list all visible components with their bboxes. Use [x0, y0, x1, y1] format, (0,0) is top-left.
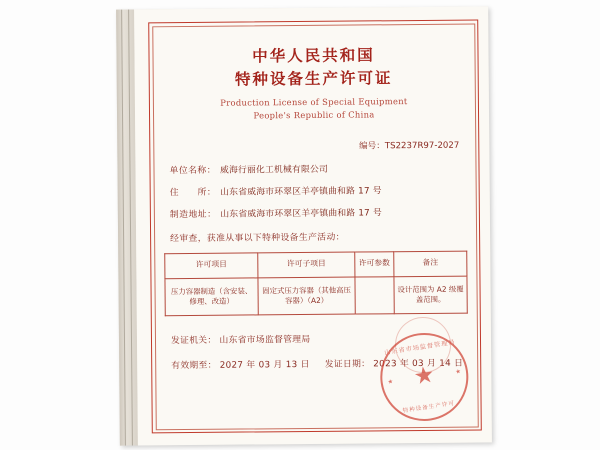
- title-chinese-line-1: 中华人民共和国: [252, 45, 375, 66]
- table-cell-subitem: 固定式压力容器（其他高压容器）（A2）: [258, 277, 355, 315]
- table-header-parameter: 许可参数: [355, 251, 394, 276]
- license-scope-table: [164, 250, 468, 316]
- seal-bottom-text: 特种设备生产许可: [402, 400, 456, 415]
- field-value-address: 山东省威海市环翠区羊亭镇曲和路 17 号: [220, 185, 382, 198]
- seal-star-icon: ★: [412, 361, 437, 391]
- title-chinese-line-2: 特种设备生产许可证: [234, 68, 393, 89]
- validity-value: 2027 年 03 月 13 日: [219, 359, 310, 371]
- field-label-company: 单位名称：: [169, 165, 217, 176]
- table-cell-remark: 设计范围为 A2 级覆盖范围。: [394, 276, 467, 314]
- issuer-value: 山东省市场监督管理局: [219, 334, 311, 346]
- binding-line: [128, 10, 133, 446]
- seal-right-star-icon: ★: [455, 368, 462, 376]
- title-english-line-1: Production License of Special Equipment: [220, 95, 408, 108]
- title-english-line-2: People's Republic of China: [253, 108, 375, 120]
- field-row-address: [170, 182, 466, 198]
- table-header-row: [165, 251, 467, 279]
- field-row-manufacture-address: [170, 204, 466, 220]
- table-header-remark: 备注: [394, 251, 467, 277]
- table-head: [165, 251, 467, 279]
- title-block: [162, 43, 465, 121]
- table-body: [165, 276, 467, 316]
- approval-statement: 经审查，获准从事以下特种设备生产活动：: [170, 232, 345, 244]
- field-row-company: [169, 160, 465, 176]
- certificate-number-label: 编号：: [359, 140, 385, 152]
- field-label-address: 住 所：: [169, 187, 217, 198]
- table-cell-item: 压力容器制造（含安装、修理、改造）: [165, 277, 258, 315]
- issuer-label: 发证机关：: [170, 335, 217, 347]
- field-list: [163, 160, 465, 220]
- seal-left-star-icon: ★: [387, 378, 394, 386]
- issue-date-value: 2023 年 03 月 14 日: [373, 358, 464, 370]
- validity-label: 有效期至：: [171, 360, 217, 372]
- seal-top-text: 山东省市场监督管理局: [383, 339, 457, 357]
- certificate-number-value: TS2237R97-2027: [384, 140, 460, 151]
- field-value-manufacture-address: 山东省威海市环翠区羊亭镇曲和路 17 号: [220, 207, 382, 220]
- field-label-manufacture-address: 制造地址：: [169, 209, 217, 220]
- issue-date-label: 发证日期：: [324, 359, 371, 370]
- field-value-company: 威海行丽化工机械有限公司: [219, 164, 329, 176]
- certificate-page: [134, 6, 492, 445]
- table-header-subitem: 许可子项目: [258, 252, 355, 278]
- certificate-content: [162, 33, 467, 422]
- certificate-document: [116, 6, 492, 445]
- table-header-item: 许可项目: [165, 252, 258, 278]
- certificate-number-row: [163, 138, 465, 153]
- table-row: [165, 276, 467, 316]
- table-cell-parameter: [355, 276, 394, 313]
- binding-line: [121, 10, 126, 446]
